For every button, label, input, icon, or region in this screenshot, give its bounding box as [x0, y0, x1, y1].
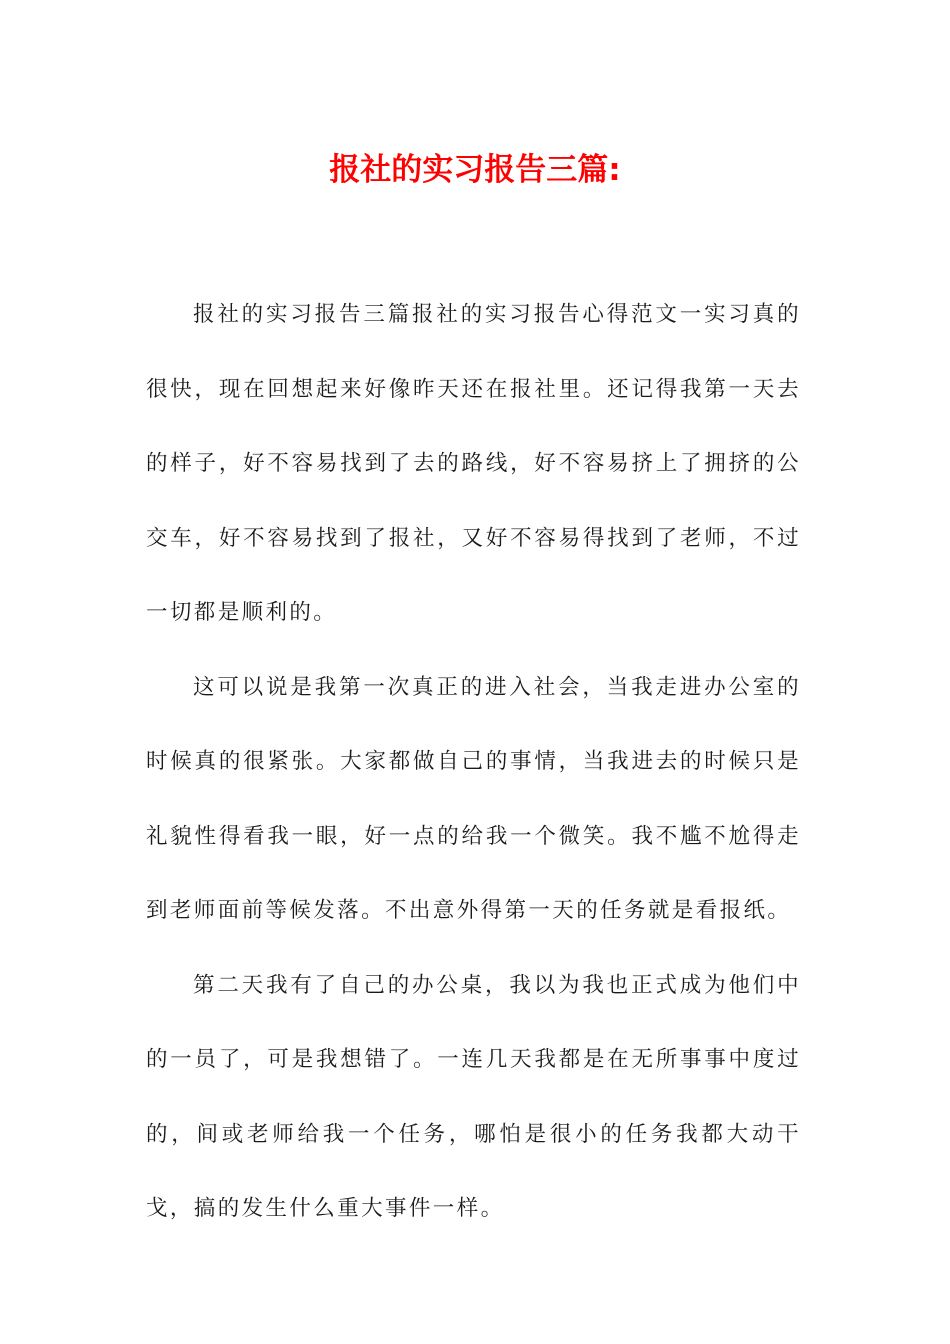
paragraph-3: 第二天我有了自己的办公桌，我以为我也正式成为他们中的一员了，可是我想错了。一连几天我都是在无所事事中度过的，间或老师给我一个任务，哪怕是很小的任务我都大动干戈，搞的发生什么重大事件一样。: [146, 972, 801, 1221]
paragraph-2: 这可以说是我第一次真正的进入社会，当我走进办公室的时候真的很紧张。大家都做自己的事情，当我进去的时候只是礼貌性得看我一眼，好一点的给我一个微笑。我不尴不尬得走到老师面前等候发落。不出意外得第一天的任务就是看报纸。: [146, 674, 801, 923]
document-title: 报社的实习报告三篇:: [329, 152, 621, 188]
paragraph-1: 报社的实习报告三篇报社的实习报告心得范文一实习真的很快，现在回想起来好像昨天还在报社里。还记得我第一天去的样子，好不容易找到了去的路线，好不容易挤上了拥挤的公交车，好不容易找到了报社，又好不容易得找到了老师，不过一切都是顺利的。: [146, 302, 801, 625]
document-body: [146, 278, 801, 1247]
